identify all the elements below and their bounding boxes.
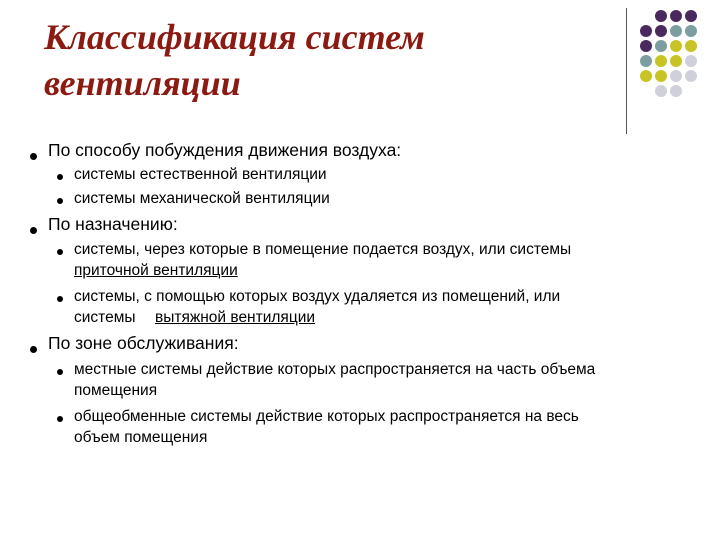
- outline-item: системы: [74, 309, 136, 326]
- outline-item: системы механической вентиляции: [74, 190, 330, 207]
- outline-item: объем помещения: [74, 429, 208, 446]
- outline-heading: По способу побуждения движения воздуха:: [48, 140, 402, 160]
- bullet-dot: [57, 416, 63, 422]
- outline-item: системы естественной вентиляции: [74, 166, 327, 183]
- outline-item: общеобменные системы действие которых распространяется на весь: [74, 408, 579, 425]
- slide-title-line-2: вентиляции: [44, 63, 241, 103]
- outline-heading: По назначению:: [48, 214, 178, 234]
- bullet-dot: [30, 227, 37, 234]
- outline-item-link: вытяжной вентиляции: [155, 309, 316, 326]
- bullet-dot: [30, 346, 37, 353]
- slide-title-line-1: Классификация систем: [44, 17, 425, 57]
- bullet-dot: [57, 369, 63, 375]
- outline-item: местные системы действие которых распространяется на часть объема: [74, 361, 596, 378]
- outline-item-link: приточной вентиляции: [74, 262, 238, 279]
- outline-item: системы, с помощью которых воздух удаляется из помещений, или: [74, 288, 561, 305]
- bullet-dot: [57, 296, 63, 302]
- outline-item: помещения: [74, 382, 158, 399]
- bullet-dot: [57, 174, 63, 180]
- outline-item: системы, через которые в помещение подается воздух, или системы: [74, 241, 572, 258]
- bullet-dot: [57, 249, 63, 255]
- bullet-dot: [57, 198, 63, 204]
- bullet-dot: [30, 153, 37, 160]
- outline-heading: По зоне обслуживания:: [48, 333, 239, 353]
